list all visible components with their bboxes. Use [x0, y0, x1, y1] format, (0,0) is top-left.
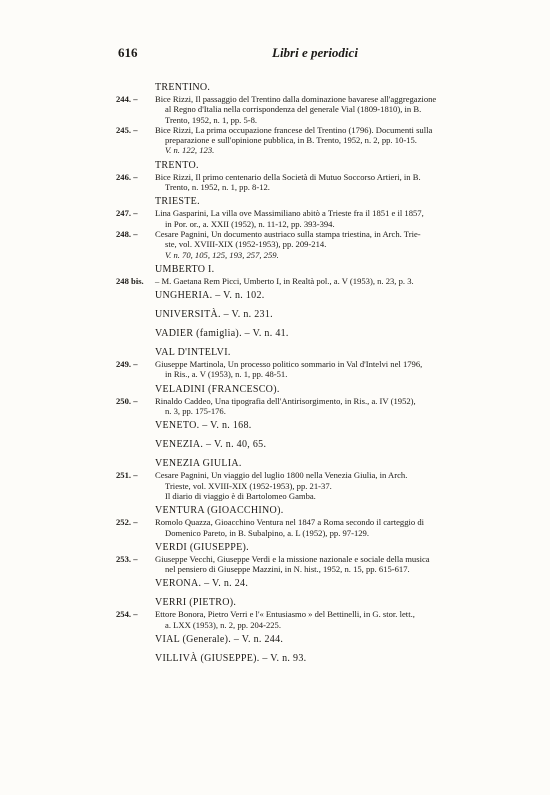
entry-line: Cesare Pagnini, Un viaggio del luglio 1800 nella Venezia Giulia, in Arch. — [155, 470, 408, 481]
index-heading: TRENTO. — [155, 159, 199, 171]
entry-line: preparazione e sull'opinione pubblica, in B. Trento, 1952, n. 2, pp. 10-15. — [165, 135, 417, 146]
bibliography-entry — [116, 517, 488, 538]
entry-line: in Ris., a. V (1953), n. 1, pp. 48-51. — [165, 369, 288, 380]
index-heading: VENTURA (GIOACCHINO). — [155, 505, 284, 517]
entry-line: Trento, n. 1952, n. 1, pp. 8-12. — [165, 182, 270, 193]
entry-number: 252. – — [116, 517, 138, 528]
entry-line: Ettore Bonora, Pietro Verri e l'« Entusiasmo » del Bettinelli, in G. stor. lett., — [155, 609, 415, 620]
entry-line: Bice Rizzi, La prima occupazione francese del Trentino (1796). Documenti sulla — [155, 124, 433, 135]
entry-line: in Por. or., a. XXII (1952), n. 11-12, pp. 393-394. — [165, 218, 335, 229]
entry-line: Trento, 1952, n. 1, pp. 5-8. — [165, 114, 258, 125]
entry-line: al Regno d'Italia nella corrispondenza del generale Vial (1809-1810), in B. — [165, 104, 422, 115]
index-heading: VIAL (Generale). – V. n. 244. — [155, 634, 284, 646]
cross-reference: V. n. 122, 123. — [165, 145, 215, 156]
bibliography-entry — [116, 609, 488, 630]
page-number: 616 — [118, 45, 138, 60]
entry-number: 245. – — [116, 124, 138, 135]
entry-line: Trieste, vol. XVIII-XIX (1952-1953), pp. 21-37. — [165, 480, 332, 491]
index-heading: UMBERTO I. — [155, 263, 215, 275]
entry-number: 247. – — [116, 208, 138, 219]
entry-line: Giuseppe Martinola, Un processo politico sommario in Val d'Intelvi nel 1796, — [155, 359, 423, 370]
bibliography-entry — [116, 172, 488, 193]
index-heading: VENEZIA. – V. n. 40, 65. — [155, 439, 267, 451]
index-heading: VERRI (PIETRO). — [155, 597, 237, 609]
entry-number: 253. – — [116, 553, 138, 564]
entry-number: 250. – — [116, 395, 138, 406]
entry-line: Cesare Pagnini, Un documento austriaco sulla stampa triestina, in Arch. Trie- — [155, 228, 421, 239]
index-heading: TRENTINO. — [155, 82, 211, 93]
bibliography-entry — [116, 125, 488, 146]
bibliography-entry — [116, 359, 488, 380]
entry-line: nel pensiero di Giuseppe Mazzini, in N. hist., 1952, n. 15, pp. 615-617. — [165, 564, 410, 575]
entry-line: Bice Rizzi, Il primo centenario della Società di Mutuo Soccorso Artieri, in B. — [155, 171, 421, 182]
entry-line: Domenico Pareto, in B. Subalpino, a. L (1952), pp. 97-129. — [165, 527, 369, 538]
index-heading: VELADINI (FRANCESCO). — [155, 383, 280, 395]
entry-line: Giuseppe Vecchi, Giuseppe Verdi e la missione nazionale e sociale della musica — [155, 553, 430, 564]
index-heading: VILLIVÀ (GIUSEPPE). – V. n. 93. — [155, 653, 307, 665]
bibliography-entry — [116, 94, 488, 125]
index-content — [116, 82, 488, 665]
index-heading: VENETO. – V. n. 168. — [155, 420, 252, 432]
entry-line: Lina Gasparini, La villa ove Massimiliano abitò a Trieste fra il 1851 e il 1857, — [155, 208, 424, 219]
bibliography-entry — [116, 554, 488, 575]
entry-line: Rinaldo Caddeo, Una tipografia dell'Antirisorgimento, in Ris., a. IV (1952), — [155, 395, 416, 406]
index-heading: VADIER (famiglia). – V. n. 41. — [155, 328, 289, 340]
entry-annotation: Il diario di viaggio è di Bartolomeo Gamba. — [165, 490, 316, 501]
index-heading: VERDI (GIUSEPPE). — [155, 541, 249, 553]
entry-number: 246. – — [116, 171, 138, 182]
entry-line: Bice Rizzi, Il passaggio del Trentino dalla dominazione bavarese all'aggregazione — [155, 94, 437, 104]
bibliography-entry — [116, 208, 488, 229]
index-heading: VENEZIA GIULIA. — [155, 458, 242, 470]
bibliography-entry — [116, 470, 488, 491]
entry-number: 254. – — [116, 609, 138, 620]
bibliography-entry — [116, 229, 488, 250]
bibliography-entry — [116, 276, 488, 286]
entry-line: Romolo Quazza, Gioacchino Ventura nel 1847 a Roma secondo il carteggio di — [155, 517, 425, 528]
entry-line: ste, vol. XVIII-XIX (1952-1953), pp. 209-214. — [165, 239, 327, 250]
index-heading: UNGHERIA. – V. n. 102. — [155, 290, 265, 302]
index-heading: UNIVERSITÀ. – V. n. 231. — [155, 309, 273, 321]
entry-number: 251. – — [116, 470, 138, 481]
entry-number: 248. – — [116, 228, 138, 239]
entry-line: n. 3, pp. 175-176. — [165, 406, 226, 417]
index-heading: TRIESTE. — [155, 196, 200, 208]
cross-reference: V. n. 70, 105, 125, 193, 257, 259. — [165, 249, 279, 260]
running-title: Libri e periodici — [272, 45, 358, 60]
entry-line: – M. Gaetana Rem Picci, Umberto I, in Realtà pol., a. V (1953), n. 23, p. 3. — [155, 275, 414, 286]
bibliography-entry — [116, 396, 488, 417]
entry-number: 244. – — [116, 94, 138, 104]
entry-number: 248 bis. — [116, 275, 144, 286]
entry-number: 249. – — [116, 359, 138, 370]
index-heading: VAL D'INTELVI. — [155, 347, 231, 359]
index-heading: VERONA. – V. n. 24. — [155, 578, 249, 590]
entry-line: a. LXX (1953), n. 2, pp. 204-225. — [165, 619, 281, 630]
